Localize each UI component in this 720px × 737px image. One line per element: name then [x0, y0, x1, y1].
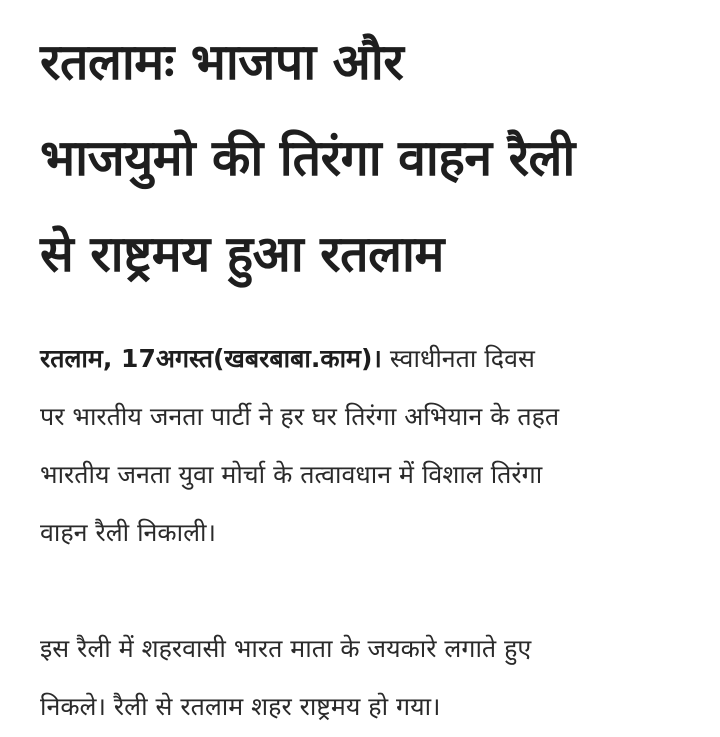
paragraph-1	[40, 330, 700, 562]
headline-line-2: भाजयुमो की तिरंगा वाहन रैली	[40, 129, 575, 187]
paragraph-2	[40, 620, 700, 736]
dateline: रतलाम, 17अगस्त(खबरबाबा.काम)।	[40, 344, 382, 373]
paragraph-1-line-4: वाहन रैली निकाली।	[40, 518, 216, 547]
headline-line-1: रतलामः भाजपा और	[40, 33, 404, 91]
paragraph-1-line-1-text: स्वाधीनता दिवस	[381, 344, 535, 373]
article-body	[40, 330, 700, 736]
paragraph-1-line-1	[40, 330, 700, 388]
article-headline	[40, 14, 700, 302]
paragraph-1-line-3: भारतीय जनता युवा मोर्चा के तत्वावधान में विशाल तिरंगा	[40, 460, 543, 489]
paragraph-2-line-2: निकले। रैली से रतलाम शहर राष्ट्रमय हो गया।	[40, 692, 441, 721]
paragraph-2-line-1: इस रैली में शहरवासी भारत माता के जयकारे लगाते हुए	[40, 634, 532, 663]
paragraph-1-line-2: पर भारतीय जनता पार्टी ने हर घर तिरंगा अभियान के तहत	[40, 402, 560, 431]
article-header	[40, 14, 700, 302]
headline-line-3: से राष्ट्रमय हुआ रतलाम	[40, 225, 444, 283]
